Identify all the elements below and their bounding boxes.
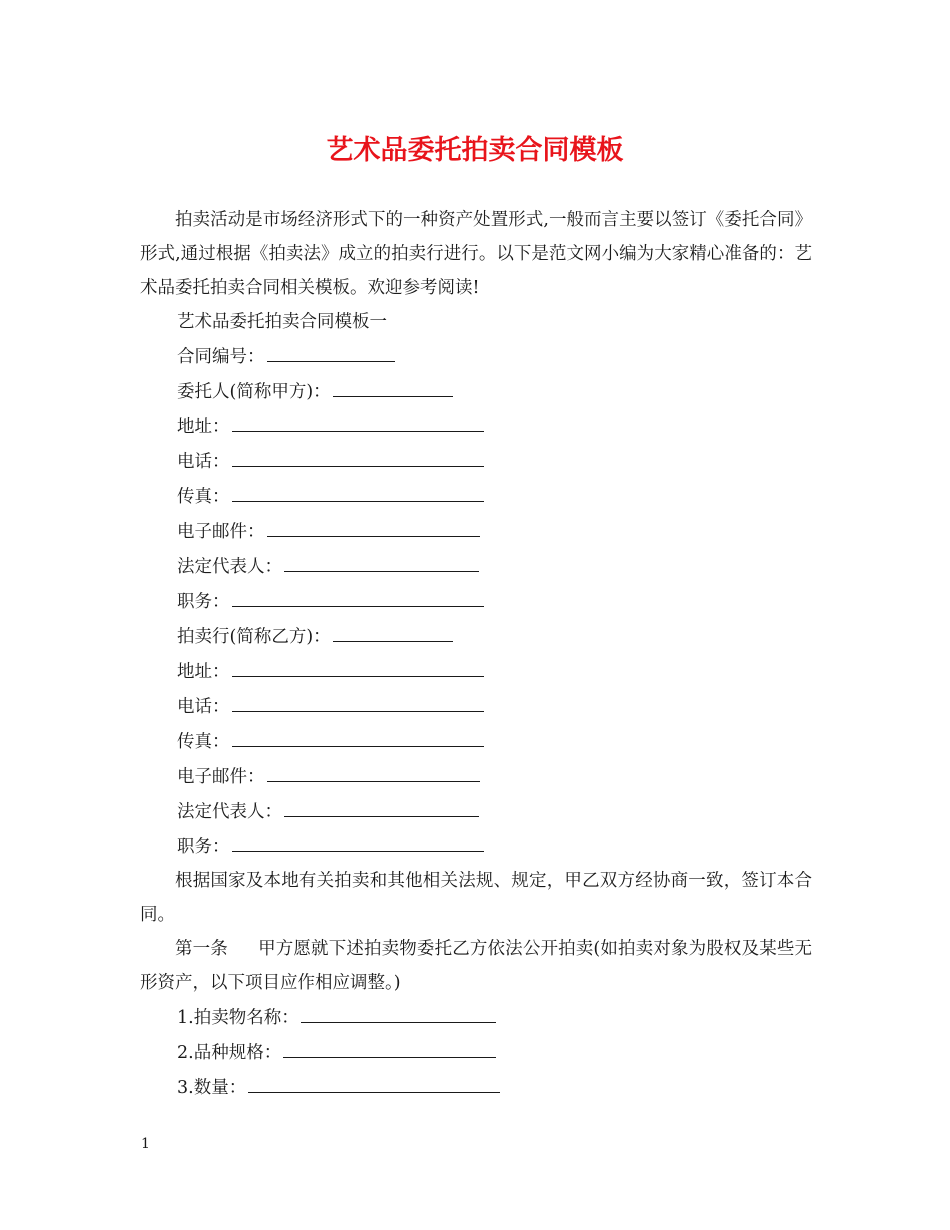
item-line	[140, 1035, 812, 1070]
item-line	[140, 1000, 812, 1035]
item-spec-blank	[283, 1035, 496, 1058]
party-a-fax-line	[140, 479, 812, 514]
basis-paragraph: 根据国家及本地有关拍卖和其他相关法规、规定，甲乙双方经协商一致，签订本合同。	[140, 871, 812, 925]
item-quantity-blank	[248, 1070, 500, 1093]
party-a-legal-rep-line	[140, 549, 812, 584]
party-b-name-label: 拍卖行(简称乙方)：	[177, 627, 331, 647]
item-line	[140, 1070, 812, 1105]
party-a-legal-rep-blank	[284, 549, 479, 572]
party-a-fax-label: 传真：	[177, 487, 230, 507]
party-a-name-label: 委托人(简称甲方)：	[177, 382, 331, 402]
item-label: 1.拍卖物名称：	[177, 1008, 299, 1028]
party-a-phone-blank	[232, 444, 484, 467]
article-one-text: 甲方愿就下述拍卖物委托乙方依法公开拍卖(如拍卖对象为股权及某些无形资产，以下项目应作相应调整。)	[140, 939, 813, 993]
party-a-phone-line	[140, 444, 812, 479]
party-b-fax-label: 传真：	[177, 732, 230, 752]
page-number: 1	[141, 1136, 150, 1152]
document-title: 艺术品委托拍卖合同模板	[326, 135, 624, 166]
party-b-phone-blank	[232, 689, 484, 712]
item-label: 2.品种规格：	[177, 1043, 282, 1063]
party-b-fax-line	[140, 724, 812, 759]
party-b-email-label: 电子邮件：	[177, 767, 265, 787]
party-a-phone-label: 电话：	[177, 452, 230, 472]
party-b-address-blank	[232, 654, 484, 677]
party-b-email-line	[140, 759, 812, 794]
item-name-blank	[301, 1000, 496, 1023]
article-one-heading: 第一条	[175, 939, 228, 959]
party-a-email-label: 电子邮件：	[177, 522, 265, 542]
party-a-email-blank	[267, 514, 480, 537]
party-a-position-blank	[232, 584, 484, 607]
section-title: 艺术品委托拍卖合同模板一	[177, 312, 387, 332]
party-b-fax-blank	[232, 724, 484, 747]
party-a-position-line	[140, 584, 812, 619]
party-b-legal-rep-line	[140, 794, 812, 829]
party-b-phone-line	[140, 689, 812, 724]
party-b-email-blank	[267, 759, 480, 782]
party-a-address-label: 地址：	[177, 417, 230, 437]
party-b-phone-label: 电话：	[177, 697, 230, 717]
party-b-position-line	[140, 829, 812, 864]
party-b-position-blank	[232, 829, 484, 852]
party-b-legal-rep-label: 法定代表人：	[177, 802, 282, 822]
party-a-legal-rep-label: 法定代表人：	[177, 557, 282, 577]
party-b-address-line	[140, 654, 812, 689]
party-a-fax-blank	[232, 479, 484, 502]
party-a-name-blank	[333, 374, 453, 397]
party-a-name-line	[140, 374, 812, 409]
party-a-email-line	[140, 514, 812, 549]
party-a-address-blank	[232, 409, 484, 432]
party-b-position-label: 职务：	[177, 837, 230, 857]
contract-number-blank	[267, 339, 395, 362]
party-b-name-line	[140, 619, 812, 654]
party-b-address-label: 地址：	[177, 662, 230, 682]
party-a-position-label: 职务：	[177, 592, 230, 612]
item-label: 3.数量：	[177, 1078, 247, 1098]
party-b-legal-rep-blank	[284, 794, 479, 817]
party-b-name-blank	[333, 619, 453, 642]
intro-paragraph: 拍卖活动是市场经济形式下的一种资产处置形式,一般而言主要以签订《委托合同》形式,通过根据《拍卖法》成立的拍卖行进行。以下是范文网小编为大家精心准备的：艺术品委托拍卖合同相关模板。欢迎参考阅读!	[140, 210, 812, 298]
document-body	[140, 203, 812, 1105]
contract-number-label: 合同编号：	[177, 347, 265, 367]
article-one-paragraph	[140, 932, 812, 1000]
party-a-address-line	[140, 409, 812, 444]
contract-number-line	[140, 339, 812, 374]
